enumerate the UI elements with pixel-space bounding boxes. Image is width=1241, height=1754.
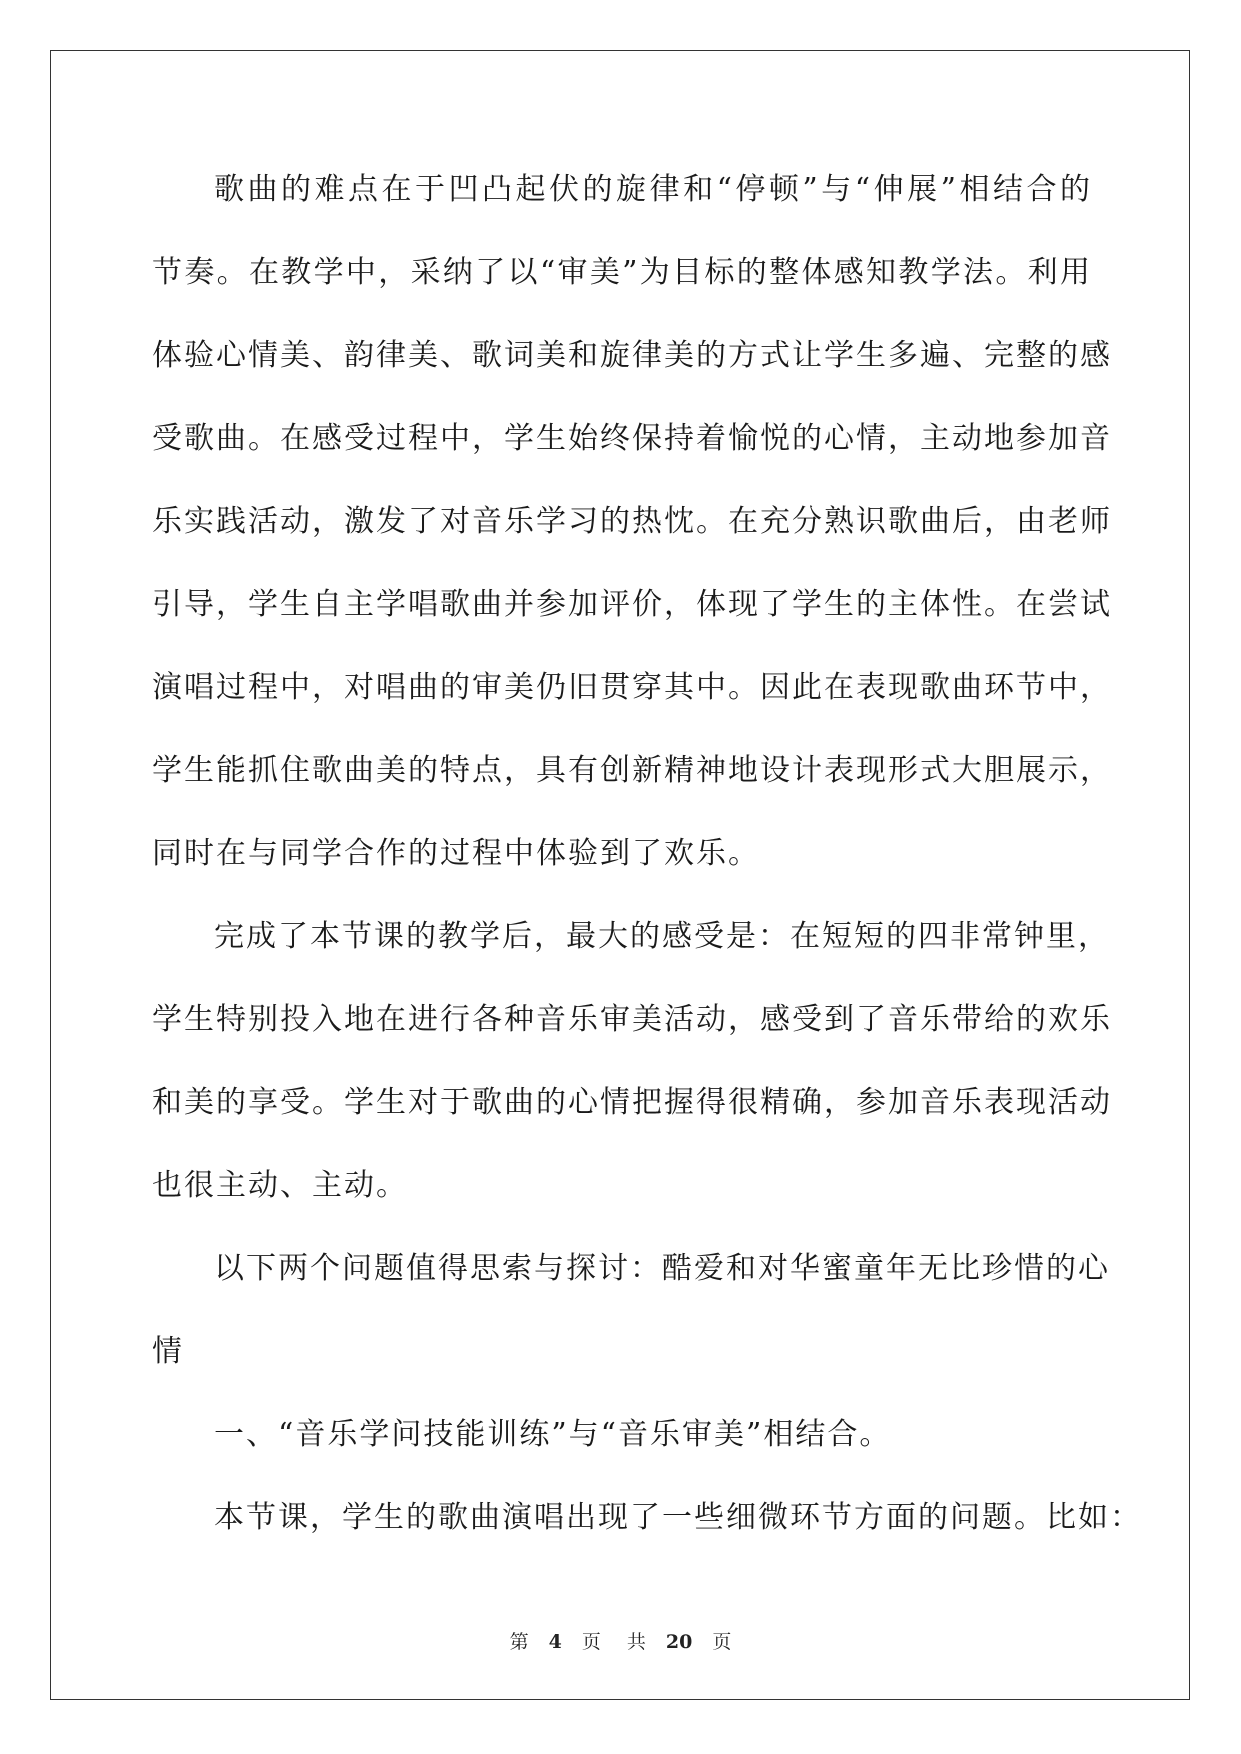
- text-line: 节奏。在教学中，采纳了以“审美”为目标的整体感知教学法。利用: [152, 255, 1092, 290]
- text-line: 乐实践活动，激发了对音乐学习的热忱。在充分熟识歌曲后，由老师: [152, 504, 1112, 539]
- text-line: 本节课，学生的歌曲演唱出现了一些细微环节方面的问题。比如：: [214, 1500, 1142, 1535]
- text-line: 以下两个问题值得思索与探讨：酷爱和对华蜜童年无比珍惜的心: [214, 1251, 1110, 1286]
- page-footer: [0, 1630, 1241, 1654]
- text-line: 也很主动、主动。: [152, 1168, 408, 1203]
- page-number: 4: [548, 1631, 562, 1653]
- text-line: 同时在与同学合作的过程中体验到了欢乐。: [152, 836, 760, 871]
- page-suffix: 页: [581, 1631, 601, 1653]
- document-body: [152, 160, 1142, 1571]
- page-indicator: [510, 1631, 601, 1653]
- text-line: 受歌曲。在感受过程中，学生始终保持着愉悦的心情，主动地参加音: [152, 421, 1112, 456]
- page-prefix: 第: [509, 1631, 529, 1653]
- text-line: 引导，学生自主学唱歌曲并参加评价，体现了学生的主体性。在尝试: [152, 587, 1112, 622]
- text-line: 体验心情美、韵律美、歌词美和旋律美的方式让学生多遍、完整的感: [152, 338, 1112, 373]
- text-line: 情: [152, 1334, 184, 1369]
- total-suffix: 页: [712, 1631, 732, 1653]
- text-line: 演唱过程中，对唱曲的审美仍旧贯穿其中。因此在表现歌曲环节中，: [152, 670, 1112, 705]
- total-prefix: 共: [626, 1631, 646, 1653]
- text-line: 歌曲的难点在于凹凸起伏的旋律和“停顿”与“伸展”相结合的: [214, 172, 1092, 207]
- text-line: 和美的享受。学生对于歌曲的心情把握得很精确，参加音乐表现活动: [152, 1085, 1112, 1120]
- text-line: 学生特别投入地在进行各种音乐审美活动，感受到了音乐带给的欢乐: [152, 1002, 1112, 1037]
- total-pages-indicator: [627, 1631, 731, 1653]
- text-line: 一、“音乐学问技能训练”与“音乐审美”相结合。: [214, 1417, 892, 1452]
- text-line: 完成了本节课的教学后，最大的感受是：在短短的四非常钟里，: [214, 919, 1110, 954]
- total-number: 20: [665, 1631, 693, 1653]
- text-line: 学生能抓住歌曲美的特点，具有创新精神地设计表现形式大胆展示，: [152, 753, 1112, 788]
